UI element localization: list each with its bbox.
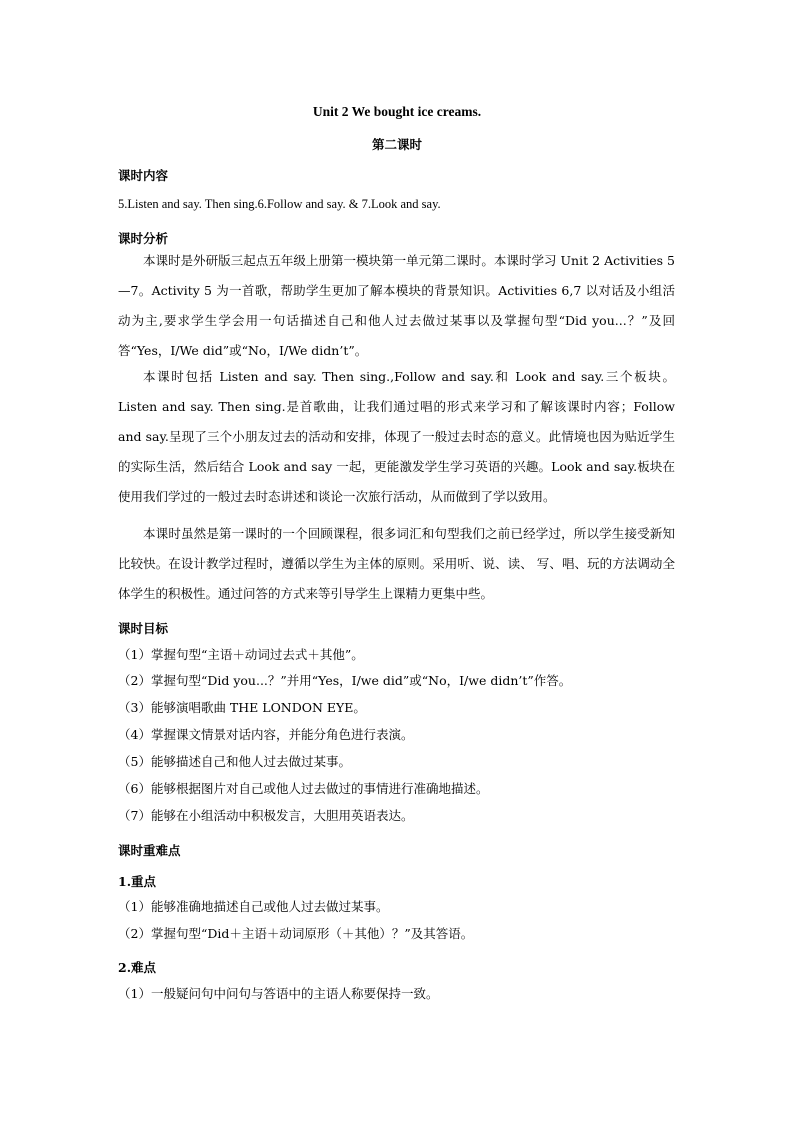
goal-item: （5）能够描述自己和他人过去做过某事。	[118, 754, 351, 769]
analysis-paragraph-1: 本课时是外研版三起点五年级上册第一模块第一单元第二课时。本课时学习 Unit 2 Activities 5—7。Activity 5 为一首歌，帮助学生更加了解本模块的背景知识。Activities 6,7 以对话及小组活动为主,要求学生学会用一句话描述自己和他人过去做过某事以及掌握句型“Did you...？”及回答“Yes，I/We did”或“No，I/We didn’t”。	[118, 253, 675, 358]
goal-item: （3）能够演唱歌曲 THE LONDON EYE。	[118, 700, 366, 715]
section-heading-goals: 课时目标	[118, 621, 169, 636]
analysis-paragraph-2: 本课时包括 Listen and say. Then sing.,Follow and say.和 Look and say.三个板块。Listen and say. Then sing.是首歌曲，让我们通过唱的形式来学习和了解该课时内容；Follow and say.呈现了三个小朋友过去的活动和安排，体现了一般过去时态的意义。此情境也因为贴近学生的实际生活，然后结合 Look and say 一起，更能激发学生学习英语的兴趣。Look and say.板块在使用我们学过的一般过去时态讲述和谈论一次旅行活动，从而做到了学以致用。	[118, 369, 675, 504]
goal-item: （2）掌握句型“Did you...？”并用“Yes，I/we did”或“No，I/we didn’t”作答。	[118, 673, 572, 688]
goal-item: （1）掌握句型“主语＋动词过去式＋其他”。	[118, 647, 364, 662]
difficulty-item: （1）一般疑问句中问句与答语中的主语人称要保持一致。	[118, 986, 439, 1001]
section-heading-content: 课时内容	[118, 168, 169, 183]
goal-item: （6）能够根据图片对自己或他人过去做过的事情进行准确地描述。	[118, 781, 489, 796]
content-text: 5.Listen and say. Then sing.6.Follow and say. & 7.Look and say.	[118, 197, 441, 211]
analysis-paragraph-3: 本课时虽然是第一课时的一个回顾课程，很多词汇和句型我们之前已经学过，所以学生接受新知比较快。在设计教学过程时，遵循以学生为主体的原则。采用听、说、读、 写、唱、玩的方法调动全体学生的积极性。通过问答的方式来等引导学生上课精力更集中些。	[118, 526, 675, 601]
focus-item: （2）掌握句型“Did＋主语＋动词原形（＋其他）？”及其答语。	[118, 926, 474, 941]
goal-item: （4）掌握课文情景对话内容，并能分角色进行表演。	[118, 727, 414, 742]
goal-item: （7）能够在小组活动中积极发言，大胆用英语表达。	[118, 808, 414, 823]
section-heading-key-points: 课时重难点	[118, 843, 181, 858]
section-heading-analysis: 课时分析	[118, 231, 169, 246]
focus-item: （1）能够准确地描述自己或他人过去做过某事。	[118, 899, 389, 914]
difficulty-heading: 2.难点	[118, 960, 157, 975]
lesson-subtitle: 第二课时	[371, 137, 422, 152]
focus-heading: 1.重点	[118, 874, 157, 889]
document-title: Unit 2 We bought ice creams.	[312, 104, 482, 119]
